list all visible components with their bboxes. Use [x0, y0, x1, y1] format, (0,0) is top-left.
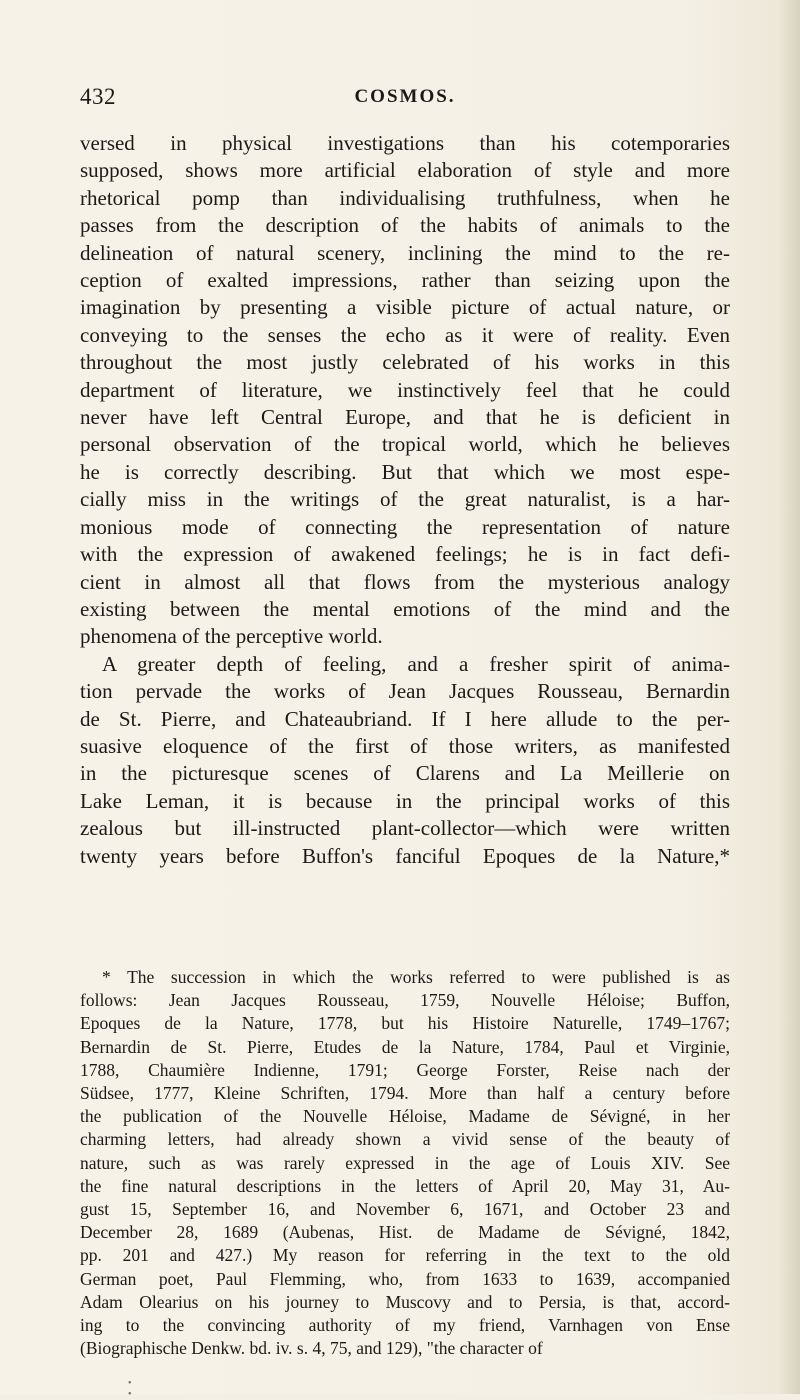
text-line: cially miss in the writings of the great naturalist, is a har- [80, 487, 730, 512]
text-line: delineation of natural scenery, inclining the mind to the re- [80, 240, 730, 265]
text-line: department of literature, we instinctively feel that he could [80, 377, 730, 402]
footnote-line: ing to the convincing authority of my friend, Varnhagen von Ense [80, 1315, 730, 1336]
text-line: supposed, shows more artificial elaboration of style and more [80, 158, 730, 183]
text-line: A greater depth of feeling, and a fresher spirit of anima- [102, 651, 730, 676]
text-line: existing between the mental emotions of the mind and the [80, 596, 730, 621]
text-line: with the expression of awakened feelings; he is in fact defi- [80, 542, 730, 567]
text-line: personal observation of the tropical world, which he believes [80, 432, 730, 457]
text-line: rhetorical pomp than individualising truthfulness, when he [80, 185, 730, 210]
footnote-line: Südsee, 1777, Kleine Schriften, 1794. More than half a century before [80, 1083, 730, 1104]
text-line: zealous but ill-instructed plant-collector—which were written [80, 816, 730, 841]
footnote-line: pp. 201 and 427.) My reason for referring in the text to the old [80, 1245, 730, 1266]
text-line: de St. Pierre, and Chateaubriand. If I here allude to the per- [80, 706, 730, 731]
footnote-line: December 28, 1689 (Aubenas, Hist. de Madame de Sévigné, 1842, [80, 1222, 730, 1243]
text-line: twenty years before Buffon's fanciful Epoques de la Nature,* [80, 843, 730, 868]
footnote-line: German poet, Paul Flemming, who, from 1633 to 1639, accompanied [80, 1268, 730, 1289]
footnote-line: * The succession in which the works referred to were published is as [102, 967, 730, 987]
footnote-line: (Biographische Denkw. bd. iv. s. 4, 75, and 129), "the character of [80, 1338, 543, 1359]
text-line: tion pervade the works of Jean Jacques Rousseau, Bernardin [80, 679, 730, 704]
running-head: COSMOS. [354, 86, 456, 107]
text-line: suasive eloquence of the first of those writers, as manifested [80, 733, 730, 758]
footnote-line: the publication of the Nouvelle Héloise, Madame de Sévigné, in her [80, 1106, 730, 1127]
text-line: cient in almost all that flows from the mysterious analogy [80, 569, 730, 594]
footnote-line: charming letters, had already shown a vivid sense of the beauty of [80, 1129, 730, 1150]
footnote-line: 1788, Chaumière Indienne, 1791; George Forster, Reise nach der [80, 1059, 730, 1080]
text-line: he is correctly describing. But that which we most espe- [80, 459, 730, 484]
footnote-line: Adam Olearius on his journey to Muscovy and to Persia, is that, accord- [80, 1291, 730, 1312]
footnote [80, 966, 730, 1360]
text-line: passes from the description of the habits of animals to the [80, 213, 730, 238]
footnote-line: the fine natural descriptions in the letters of April 20, May 31, Au- [80, 1175, 730, 1196]
text-line: Lake Leman, it is because in the principal works of this [80, 788, 730, 813]
footnote-line: nature, such as was rarely expressed in the age of Louis XIV. See [80, 1152, 730, 1173]
text-line: monious mode of connecting the representation of nature [80, 514, 730, 539]
signature-mark: • • [128, 1378, 136, 1400]
text-line: conveying to the senses the echo as it were of reality. Even [80, 322, 730, 347]
text-line: throughout the most justly celebrated of his works in this [80, 350, 730, 375]
main-text [80, 130, 730, 870]
footnote-line: Bernardin de St. Pierre, Etudes de la Nature, 1784, Paul et Virginie, [80, 1036, 730, 1057]
page-header [80, 84, 730, 114]
text-line: versed in physical investigations than his cotemporaries [80, 131, 730, 155]
page-number: 432 [80, 84, 116, 109]
text-line: imagination by presenting a visible picture of actual nature, or [80, 295, 730, 320]
footnote-line: follows: Jean Jacques Rousseau, 1759, Nouvelle Héloise; Buffon, [80, 990, 730, 1011]
text-line: in the picturesque scenes of Clarens and La Meillerie on [80, 761, 730, 786]
text-line: never have left Central Europe, and that he is deficient in [80, 405, 730, 430]
text-line: ception of exalted impressions, rather than seizing upon the [80, 268, 730, 293]
text-line: phenomena of the perceptive world. [80, 624, 383, 649]
footnote-line: Epoques de la Nature, 1778, but his Histoire Naturelle, 1749–1767; [80, 1013, 730, 1034]
footnote-line: gust 15, September 16, and November 6, 1671, and October 23 and [80, 1199, 730, 1220]
page-edge-shadow [778, 0, 800, 1394]
